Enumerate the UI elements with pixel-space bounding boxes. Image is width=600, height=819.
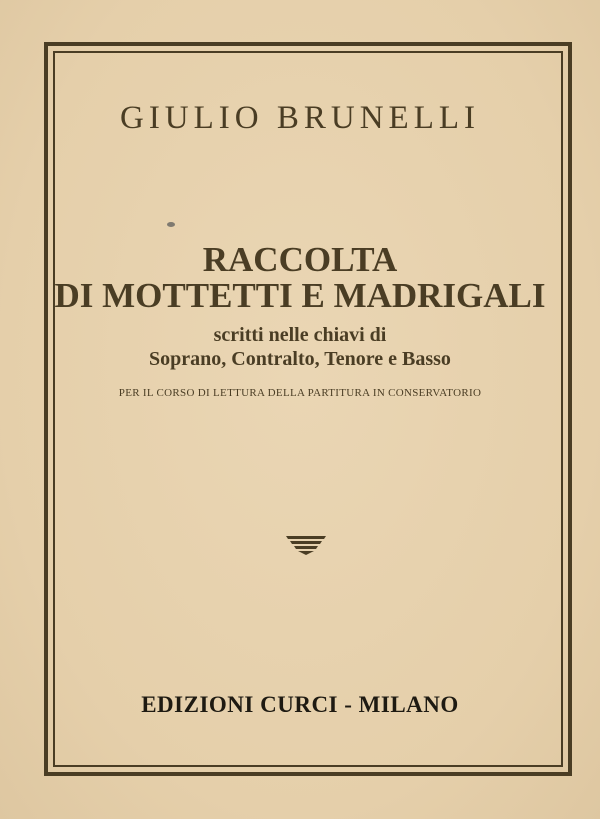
title-line-2: DI MOTTETTI E MADRIGALI: [54, 276, 546, 315]
subtitle-line-2: Soprano, Contralto, Tenore e Basso: [149, 348, 451, 370]
title-line-1: RACCOLTA: [202, 240, 398, 279]
cover-frame-inner: [53, 51, 563, 767]
publisher-name: EDIZIONI CURCI - MILANO: [141, 692, 459, 717]
paper-speck: [167, 222, 175, 227]
course-note: PER IL CORSO DI LETTURA DELLA PARTITURA IN CONSERVATORIO: [118, 387, 482, 399]
downward-triangle-ornament-icon: [284, 534, 328, 556]
author-name: GIULIO BRUNELLI: [119, 100, 481, 136]
subtitle-line-1: scritti nelle chiavi di: [213, 324, 387, 346]
